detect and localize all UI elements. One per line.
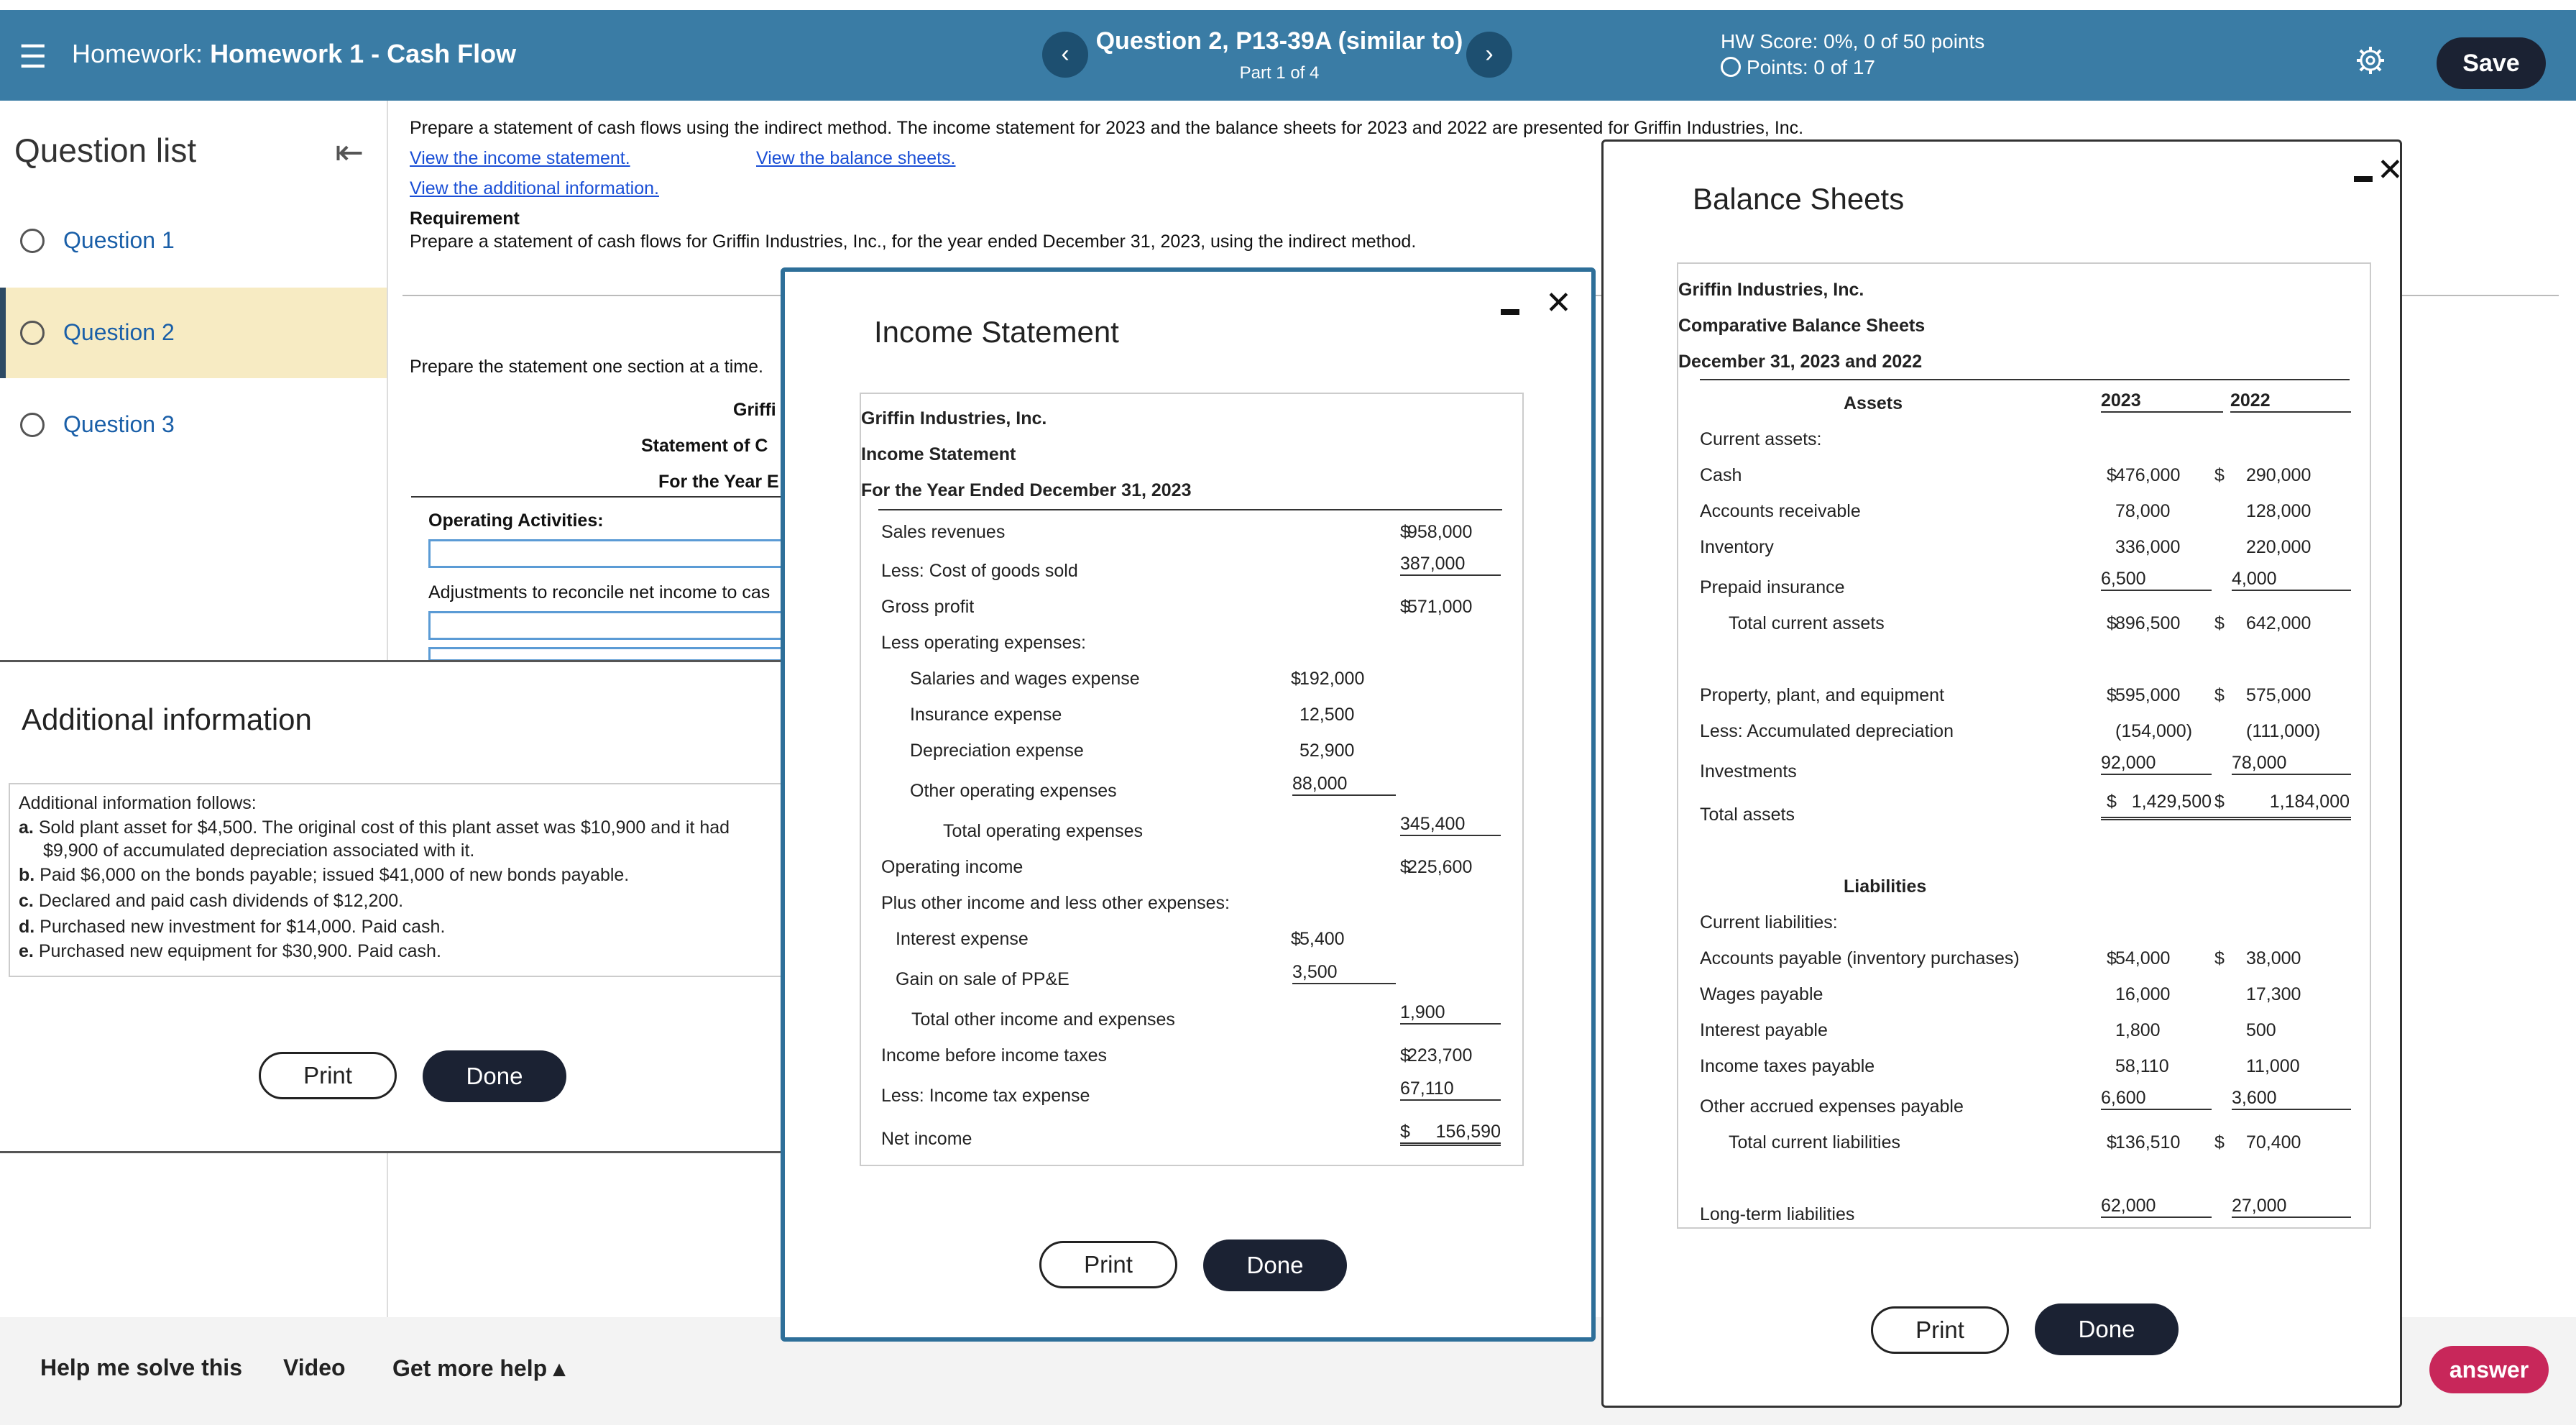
row-currency: $ — [2214, 948, 2225, 968]
row-label: Income taxes payable — [1700, 1056, 1875, 1076]
additional-info-lead: Additional information follows: — [19, 793, 257, 813]
requirement-label: Requirement — [410, 209, 520, 229]
video-button[interactable]: Video — [283, 1355, 346, 1380]
row-label: Total assets — [1700, 805, 1795, 825]
collapse-sidebar-icon[interactable]: ⇤ — [335, 134, 364, 172]
minimize-icon[interactable] — [1501, 309, 1519, 315]
statement-period: For the Year E — [658, 472, 779, 492]
sidebar-item-question-1[interactable] — [0, 196, 387, 286]
row-currency: $ — [1291, 929, 1301, 949]
next-question-button[interactable] — [1466, 32, 1512, 78]
row-currency: $ — [2214, 613, 2225, 633]
row-label: Long-term liabilities — [1700, 1204, 1855, 1224]
question-intro: Prepare a statement of cash flows using the indirect method. The income statement for 2023 and the balance sheets for 2023 and 2022 are presented for Griffin Industries, Inc. — [410, 118, 1804, 138]
row-value-2023: (154,000) — [2115, 721, 2193, 741]
total-assets-values — [2101, 792, 2351, 820]
sidebar-item-label: Question 2 — [63, 319, 175, 345]
view-additional-info-link[interactable]: View the additional information. — [410, 178, 659, 198]
row-currency: $ — [1291, 669, 1301, 689]
row-value: 12,500 — [1300, 705, 1355, 725]
row-label: Total other income and expenses — [911, 1009, 1175, 1030]
income-statement-table — [860, 393, 1524, 1166]
statement-name: Income Statement — [861, 444, 1016, 464]
row-label: Sales revenues — [881, 522, 1006, 542]
row-value-2022: 70,400 — [2246, 1132, 2301, 1153]
row-label: Plus other income and less other expenses: — [881, 893, 1230, 913]
statement-title: Statement of C — [641, 436, 768, 456]
info-item-b: b. Paid $6,000 on the bonds payable; issued $41,000 of new bonds payable. — [19, 865, 630, 885]
question-list-title: Question list — [14, 132, 197, 169]
additional-info-box — [9, 783, 792, 977]
check-answer-button[interactable]: answer — [2429, 1346, 2549, 1393]
row-value-2023: 58,110 — [2115, 1056, 2169, 1076]
radio-icon — [20, 229, 45, 253]
column-2022: 2022 — [2230, 390, 2351, 413]
row-value-2023: 896,500 — [2115, 613, 2181, 633]
row-label: Net income — [881, 1129, 972, 1149]
row-label: Total operating expenses — [943, 821, 1143, 841]
row-label: Gross profit — [881, 597, 975, 617]
row-value-2023: 595,000 — [2115, 685, 2181, 705]
row-value: 192,000 — [1300, 669, 1365, 689]
row-label: Property, plant, and equipment — [1700, 685, 1945, 705]
chevron-left-icon: ‹ — [1061, 40, 1070, 68]
row-value-2022: 1,184,000 — [2269, 792, 2350, 812]
row-value: 52,900 — [1300, 741, 1355, 761]
row-label: Salaries and wages expense — [910, 669, 1140, 689]
info-item-a-cont: $9,900 of accumulated depreciation associated with it. — [43, 840, 475, 861]
help-me-solve-button[interactable]: Help me solve this — [40, 1355, 242, 1380]
section-prompt: Prepare the statement one section at a time. — [410, 357, 763, 377]
row-label: Accounts receivable — [1700, 501, 1861, 521]
top-bar — [0, 10, 2576, 101]
row-value: 225,600 — [1407, 857, 1473, 877]
print-button[interactable]: Print — [259, 1052, 397, 1099]
row-value-2023: 1,800 — [2115, 1020, 2161, 1040]
row-currency: $ — [1400, 1122, 1410, 1142]
radio-icon — [20, 321, 45, 345]
row-label: Less: Income tax expense — [881, 1086, 1090, 1106]
points-ring-icon — [1721, 57, 1741, 77]
row-value: 571,000 — [1407, 597, 1473, 617]
question-part: Part 1 of 4 — [1239, 63, 1320, 83]
row-value-2023: 62,000 — [2101, 1196, 2212, 1218]
row-currency: $ — [2107, 465, 2117, 485]
row-currency: $ — [2107, 948, 2117, 968]
print-button[interactable]: Print — [1039, 1241, 1177, 1288]
row-currency: $ — [2107, 613, 2117, 633]
row-label: Interest expense — [896, 929, 1029, 949]
section-label: Current assets: — [1700, 429, 1822, 449]
balance-sheet-table — [1677, 262, 2371, 1229]
homework-title — [72, 39, 516, 69]
row-value-2023: 6,500 — [2101, 569, 2212, 591]
column-2023: 2023 — [2101, 390, 2223, 413]
row-label: Insurance expense — [910, 705, 1062, 725]
row-value-2023: 16,000 — [2115, 984, 2171, 1004]
row-label: Investments — [1700, 761, 1797, 782]
done-button[interactable]: Done — [423, 1050, 566, 1102]
operating-activities-label: Operating Activities: — [428, 510, 604, 531]
row-value: 223,700 — [1407, 1045, 1473, 1066]
adjustments-label: Adjustments to reconcile net income to cas — [428, 582, 770, 602]
row-label: Wages payable — [1700, 984, 1823, 1004]
statement-company: Griffi — [733, 400, 776, 420]
info-item-c: c. Declared and paid cash dividends of $12,200. — [19, 891, 404, 911]
points — [1721, 56, 1875, 79]
row-value-2022: 500 — [2246, 1020, 2276, 1040]
row-value-2023: 6,600 — [2101, 1088, 2212, 1110]
adjustment-input[interactable] — [428, 611, 788, 640]
statement-period: December 31, 2023 and 2022 — [1678, 352, 1923, 372]
balance-sheets-panel — [1601, 139, 2402, 1408]
chevron-right-icon: › — [1485, 40, 1494, 68]
row-label: Total current liabilities — [1729, 1132, 1900, 1153]
view-income-statement-link[interactable]: View the income statement. — [410, 148, 630, 168]
sidebar-item-label: Question 3 — [63, 411, 175, 437]
liabilities-heading: Liabilities — [1844, 876, 1927, 897]
row-value: 1,900 — [1400, 1002, 1501, 1025]
company-name: Griffin Industries, Inc. — [1678, 280, 1864, 300]
sidebar-item-question-2[interactable] — [0, 288, 387, 378]
row-currency: $ — [2214, 465, 2225, 485]
row-value-2022: 38,000 — [2246, 948, 2301, 968]
row-value: 3,500 — [1292, 962, 1396, 984]
row-label: Operating income — [881, 857, 1024, 877]
row-label: Inventory — [1700, 537, 1774, 557]
row-value: 67,110 — [1400, 1078, 1501, 1101]
row-label: Total current assets — [1729, 613, 1885, 633]
income-statement-title: Income Statement — [874, 315, 1119, 349]
info-item-d: d. Purchased new investment for $14,000. Paid cash. — [19, 917, 446, 937]
operating-input[interactable] — [428, 539, 788, 568]
homework-prefix: Homework: — [72, 39, 203, 68]
sidebar-item-question-3[interactable] — [0, 380, 387, 470]
view-balance-sheets-link[interactable]: View the balance sheets. — [756, 148, 956, 168]
row-label: Gain on sale of PP&E — [896, 969, 1070, 989]
print-button[interactable]: Print — [1871, 1306, 2009, 1354]
radio-icon — [20, 413, 45, 437]
row-value: 156,590 — [1435, 1122, 1501, 1142]
assets-heading: Assets — [1844, 393, 1903, 413]
row-value: 5,400 — [1300, 929, 1345, 949]
get-more-help-button[interactable]: Get more help ▴ — [392, 1355, 566, 1381]
row-label: Accounts payable (inventory purchases) — [1700, 948, 2020, 968]
row-label: Cash — [1700, 465, 1742, 485]
row-label: Less: Accumulated depreciation — [1700, 721, 1954, 741]
row-label: Other accrued expenses payable — [1700, 1096, 1964, 1117]
additional-info-title: Additional information — [22, 702, 312, 736]
row-value-2022: 17,300 — [2246, 984, 2301, 1004]
gear-icon[interactable] — [2355, 45, 2386, 76]
row-label: Prepaid insurance — [1700, 577, 1845, 597]
minimize-icon[interactable] — [2354, 176, 2373, 182]
row-value-2022: 128,000 — [2246, 501, 2312, 521]
row-currency: $ — [2107, 685, 2117, 705]
done-button[interactable]: Done — [1203, 1240, 1347, 1291]
row-label: Interest payable — [1700, 1020, 1828, 1040]
row-value: 345,400 — [1400, 814, 1501, 836]
row-currency: $ — [1400, 857, 1410, 877]
row-value-2022: 290,000 — [2246, 465, 2312, 485]
row-value: 387,000 — [1400, 554, 1501, 576]
statement-period: For the Year Ended December 31, 2023 — [861, 480, 1192, 500]
homework-name: Homework 1 - Cash Flow — [210, 39, 517, 68]
requirement-text: Prepare a statement of cash flows for Griffin Industries, Inc., for the year ended December 31, 2023, using the indirect method. — [410, 232, 1417, 252]
question-title: Question 2, P13-39A (similar to) — [1095, 27, 1463, 55]
done-button[interactable]: Done — [2035, 1303, 2179, 1355]
points-text: Points: 0 of 17 — [1747, 56, 1876, 78]
row-value-2022: 220,000 — [2246, 537, 2312, 557]
row-label: Other operating expenses — [910, 781, 1117, 801]
row-value-2022: 78,000 — [2232, 753, 2351, 775]
hamburger-icon[interactable]: ☰ — [19, 40, 47, 75]
info-item-e: e. Purchased new equipment for $30,900. Paid cash. — [19, 941, 441, 961]
save-button[interactable]: Save — [2437, 37, 2546, 89]
net-income-total — [1400, 1122, 1501, 1146]
row-currency: $ — [2214, 792, 2225, 812]
company-name: Griffin Industries, Inc. — [861, 408, 1047, 429]
header-rule — [878, 509, 1502, 510]
row-value-2023: 1,429,500 — [2131, 792, 2212, 812]
row-label: Depreciation expense — [910, 741, 1084, 761]
row-value-2022: 27,000 — [2232, 1196, 2351, 1218]
row-label: Less: Cost of goods sold — [881, 561, 1078, 581]
row-currency: $ — [2214, 1132, 2225, 1153]
row-value-2023: 54,000 — [2115, 948, 2171, 968]
row-currency: $ — [2214, 685, 2225, 705]
row-label: Less operating expenses: — [881, 633, 1086, 653]
close-icon[interactable]: ✕ — [1545, 285, 1572, 321]
row-value-2022: 11,000 — [2246, 1056, 2300, 1076]
row-value-2022: (111,000) — [2246, 721, 2321, 741]
row-value-2022: 575,000 — [2246, 685, 2312, 705]
row-value-2023: 336,000 — [2115, 537, 2181, 557]
statement-name: Comparative Balance Sheets — [1678, 316, 1926, 336]
close-icon[interactable]: ✕ — [2377, 152, 2404, 188]
adjustment-input-2[interactable] — [428, 647, 788, 661]
hw-score: HW Score: 0%, 0 of 50 points — [1721, 30, 1985, 52]
balance-sheets-title: Balance Sheets — [1693, 182, 1905, 216]
info-item-a: a. Sold plant asset for $4,500. The original cost of this plant asset was $10,900 and it had — [19, 817, 730, 838]
row-currency: $ — [1400, 1045, 1410, 1066]
statement-divider — [411, 496, 785, 498]
section-label: Current liabilities: — [1700, 912, 1838, 933]
row-value-2023: 476,000 — [2115, 465, 2181, 485]
row-label: Income before income taxes — [881, 1045, 1108, 1066]
row-value-2022: 3,600 — [2232, 1088, 2351, 1110]
row-currency: $ — [2107, 1132, 2117, 1153]
row-currency: $ — [1400, 522, 1410, 542]
row-value-2023: 78,000 — [2115, 501, 2171, 521]
header-rule — [1700, 379, 2350, 380]
row-value-2023: 136,510 — [2115, 1132, 2181, 1153]
row-value-2022: 4,000 — [2232, 569, 2351, 591]
row-value: 958,000 — [1407, 522, 1473, 542]
row-currency: $ — [1400, 597, 1410, 617]
row-currency: $ — [2107, 792, 2117, 812]
row-value-2023: 92,000 — [2101, 753, 2212, 775]
row-value: 88,000 — [1292, 774, 1396, 796]
income-statement-panel — [781, 267, 1596, 1342]
row-value-2022: 642,000 — [2246, 613, 2312, 633]
additional-info-panel — [0, 660, 788, 1153]
sidebar-item-label: Question 1 — [63, 227, 175, 253]
